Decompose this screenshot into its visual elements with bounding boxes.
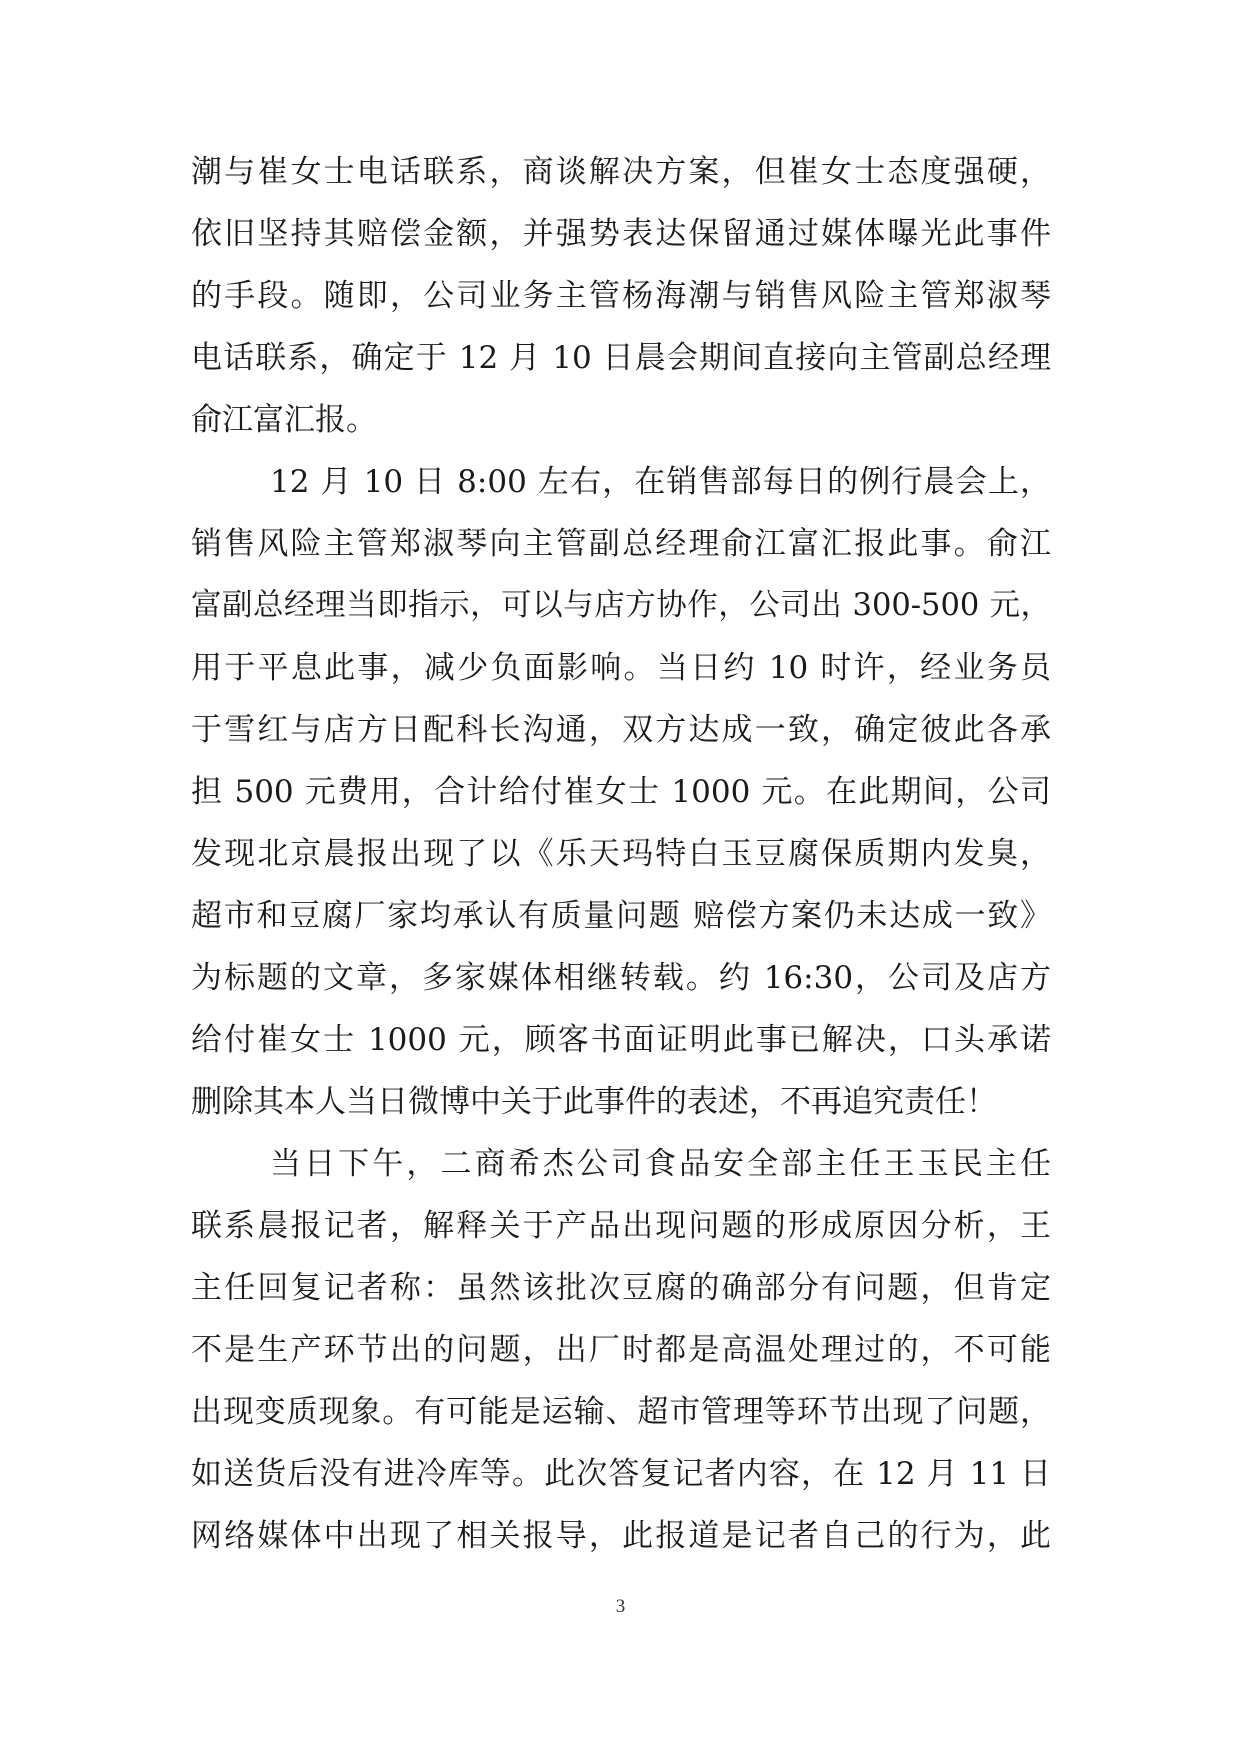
paragraph-2-line-1: 12 月 10 日 8:00 左右，在销售部每日的例行晨会上，: [270, 464, 1051, 500]
paragraph-2-line-3: 富副总经理当即指示，可以与店方协作，公司出 300-500 元，: [191, 588, 1051, 623]
paragraph-2-line-6: 担 500 元费用，合计给付崔女士 1000 元。在此期间，公司: [191, 774, 1051, 810]
paragraph-1-line-5: 俞江富汇报。: [191, 402, 377, 438]
paragraph-2-line-11: 删除其本人当日微博中关于此事件的表述，不再追究责任！: [191, 1084, 997, 1120]
paragraph-2-line-5: 于雪红与店方日配科长沟通，双方达成一致，确定彼此各承: [191, 712, 1051, 748]
paragraph-3-line-6: 如送货后没有进冷库等。此次答复记者内容，在 12 月 11 日: [191, 1456, 1051, 1492]
paragraph-1-line-4: 电话联系，确定于 12 月 10 日晨会期间直接向主管副总经理: [191, 340, 1051, 376]
paragraph-2-line-10: 给付崔女士 1000 元，顾客书面证明此事已解决，口头承诺: [191, 1022, 1051, 1058]
paragraph-3-line-2: 联系晨报记者，解释关于产品出现问题的形成原因分析，王: [191, 1208, 1051, 1244]
paragraph-2-line-8: 超市和豆腐厂家均承认有质量问题 赔偿方案仍未达成一致》: [191, 898, 1051, 934]
paragraph-3-line-5: 出现变质现象。有可能是运输、超市管理等环节出现了问题，: [191, 1394, 1051, 1430]
paragraph-3-line-1: 当日下午，二商希杰公司食品安全部主任王玉民主任: [270, 1146, 1051, 1182]
paragraph-2-line-4: 用于平息此事，减少负面影响。当日约 10 时许，经业务员: [191, 650, 1051, 686]
paragraph-3-line-7: 网络媒体中出现了相关报导，此报道是记者自己的行为，此: [191, 1518, 1051, 1554]
paragraph-3-line-4: 不是生产环节出的问题，出厂时都是高温处理过的，不可能: [191, 1332, 1051, 1368]
paragraph-1-line-2: 依旧坚持其赔偿金额，并强势表达保留通过媒体曝光此事件: [191, 216, 1051, 252]
paragraph-2-line-9: 为标题的文章，多家媒体相继转载。约 16:30，公司及店方: [191, 960, 1051, 996]
paragraph-2-line-2: 销售风险主管郑淑琴向主管副总经理俞江富汇报此事。俞江: [191, 526, 1051, 562]
paragraph-3-line-3: 主任回复记者称：虽然该批次豆腐的确部分有问题，但肯定: [191, 1270, 1051, 1306]
paragraph-1-line-1: 潮与崔女士电话联系，商谈解决方案，但崔女士态度强硬，: [191, 154, 1051, 190]
page-number: 3: [615, 1596, 626, 1617]
paragraph-1-line-3: 的手段。随即，公司业务主管杨海潮与销售风险主管郑淑琴: [191, 278, 1051, 314]
paragraph-2-line-7: 发现北京晨报出现了以《乐天玛特白玉豆腐保质期内发臭，: [191, 836, 1051, 872]
